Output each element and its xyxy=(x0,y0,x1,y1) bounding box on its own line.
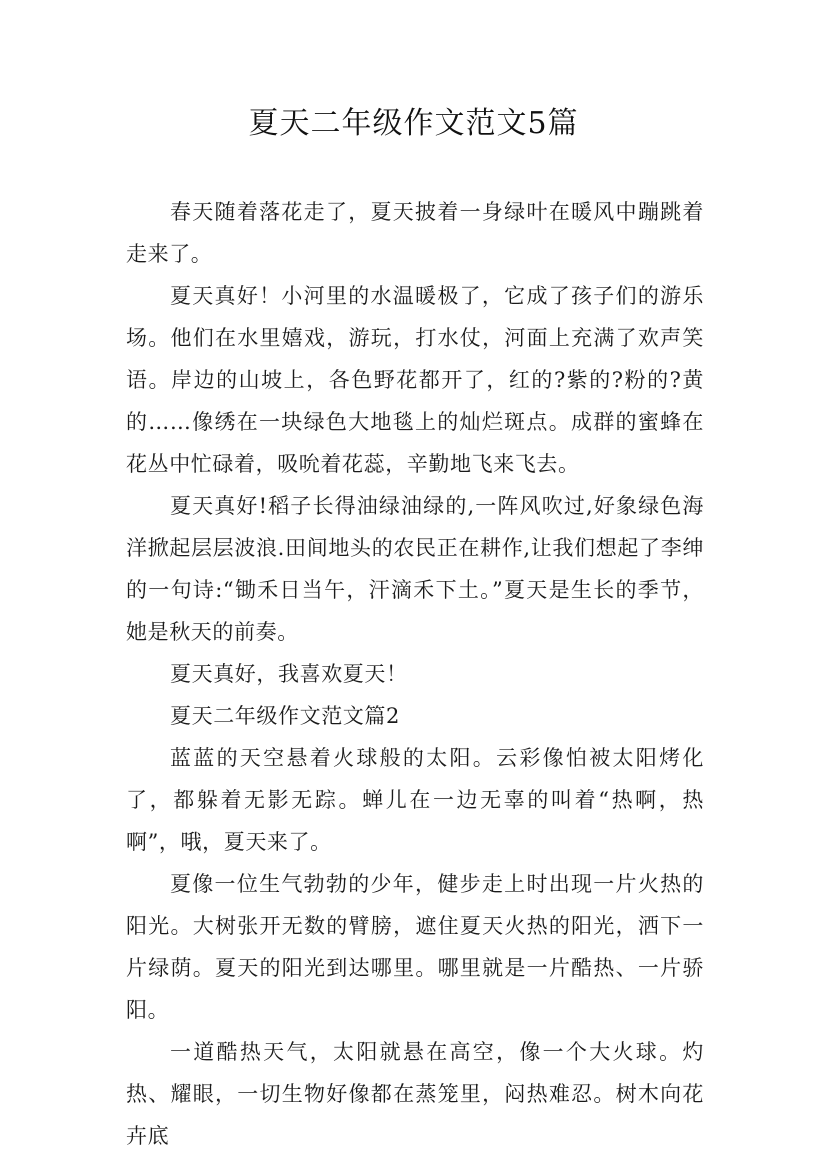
paragraph: 春天随着落花走了，夏天披着一身绿叶在暖风中蹦跳着走来了。 xyxy=(126,200,704,266)
paragraph: 夏天真好!稻子长得油绿油绿的,一阵风吹过,好象绿色海洋掀起层层波浪.田间地头的农民正在耕作,让我们想起了李绅的一句诗:“锄禾日当午，汗滴禾下土。”夏天是生长的季节，她是秋天的前奏。 xyxy=(126,494,704,644)
paragraph: 夏像一位生气勃勃的少年，健步走上时出现一片火热的阳光。大树张开无数的臂膀，遮住夏天火热的阳光，洒下一片绿荫。夏天的阳光到达哪里。哪里就是一片酷热、一片骄阳。 xyxy=(126,872,704,1022)
document-title: 夏天二年级作文范文5篇 xyxy=(248,106,579,141)
section-heading: 夏天二年级作文范文篇2 xyxy=(170,704,400,728)
paragraph: 夏天真好！小河里的水温暖极了，它成了孩子们的游乐场。他们在水里嬉戏，游玩，打水仗，河面上充满了欢声笑语。岸边的山坡上，各色野花都开了，红的?紫的?粉的?黄的……像绣在一块绿色大地毯上的灿烂斑点。成群的蜜蜂在花丛中忙碌着，吸吮着花蕊，辛勤地飞来飞去。 xyxy=(126,284,704,476)
paragraph: 一道酷热天气，太阳就悬在高空，像一个大火球。灼热、耀眼，一切生物好像都在蒸笼里，闷热难忍。树木向花卉底 xyxy=(126,1040,704,1148)
paragraph: 夏天真好，我喜欢夏天！ xyxy=(170,662,408,686)
paragraph: 蓝蓝的天空悬着火球般的太阳。云彩像怕被太阳烤化了，都躲着无影无踪。蝉儿在一边无辜的叫着“热啊，热啊”，哦，夏天来了。 xyxy=(126,746,704,854)
document-body xyxy=(126,191,704,1157)
